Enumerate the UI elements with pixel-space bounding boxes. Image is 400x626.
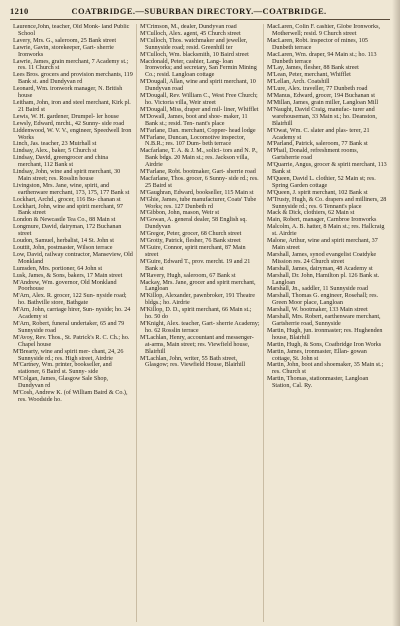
directory-entry: M'Guire, Connor, spirit merchant, 87 Main street <box>140 245 246 258</box>
directory-entry: M'Parland, Patrick, saleroom, 77 Bank st <box>267 141 368 148</box>
directory-entry: Marshall, Thomas G. engineer, Rosehall; res. Green Moor place, Langloan <box>267 293 378 307</box>
directory-entry: Linch, Jas. teacher, 23 Muirhall st <box>13 141 97 148</box>
directory-entry: Malcolm, A. B. hatter, 8 Main st.; res. Hallcraig st. Airdrie <box>267 224 385 238</box>
directory-entry: Martin, James, ironmaster, Ellan- gowan cottage, St. John st <box>267 348 367 362</box>
page-header <box>10 6 388 20</box>
directory-entry: M'Cartney, Wm. printer, bookseller, and stationer, 6 Baird st. Sunny- side <box>13 362 112 376</box>
directory-entry: Macdonald, Peter, cashier, Lang- loan Ironworks; and secretary, San Fermin Mining Co.; resid. Langloan cottage <box>140 58 257 79</box>
directory-entry: MacLaren, Wm. draper, 94 Main st.; ho. 113 Dunbeth terrace <box>267 51 377 65</box>
directory-entry: MacLaren, Colin F. cashier, Globe Ironworks, Motherwell; resid. 9 Church street <box>267 24 381 37</box>
directory-entry: M'Colgan, James, Glasgow Sale Shop, Dundyvan rd <box>13 376 109 390</box>
directory-entry: M'Dougall, Rev. William C., West Free Church; ho. Victoria villa, Weir street <box>140 93 258 106</box>
directory-entry: M'Knight, Alex. teacher, Gart- sherrie Academy; ho. 62 Rosslin terrace <box>140 320 260 334</box>
directory-entry: Lindsay, Alex., baker, 5 Church st <box>13 148 97 155</box>
directory-entry: M'Killop, D. D., spirit merchant, 66 Main st.; ho. 50 do <box>140 307 252 321</box>
directory-entry: M'Guire, Edward T., prov. mercht. 19 and 21 Bank st <box>140 258 251 272</box>
directory-entry: M'Brearty, wine and spirit mer- chant, 24, 26 Sunnyside rd.; res. High street, Airdrie <box>13 348 124 362</box>
directory-entry: Martin, Hugh, jun. ironmaster; res. Hughenden house, Blairhill <box>267 327 383 341</box>
directory-entry: M'Lachlan, John, writer, 55 Bath street, Glasgow; res. Viewfield House, Blairhill <box>140 355 246 369</box>
directory-entry: MacLaren, Robt. inspector of mines, 105 Dunbeth terrace <box>267 37 368 51</box>
page-title: COATBRIDGE.—SUBURBAN DIRECTORY.—COATBRIDGE. <box>71 6 327 16</box>
directory-column-middle <box>136 24 263 622</box>
directory-entry: Leitham, John, iron and steel merchant, Kirk pl. 21 Baird st <box>13 99 131 113</box>
directory-entry: M'Culloch, Alex. agent, 45 Church street <box>140 30 241 37</box>
directory-entry: Martin, John, boot and shoemaker, 35 Main st.; res. Church st <box>267 362 384 376</box>
directory-entry: M'Millan, James, grain miller, Langloan Mill <box>267 99 379 106</box>
directory-entry: Lawrie, Gavin, storekeeper, Gart- sherrie Ironworks <box>13 44 114 58</box>
directory-entry: Longmure, David, dairyman, 172 Buchanan street <box>13 224 122 238</box>
directory-entry: Marshall, Jn., saddler, 11 Sunnyside road <box>267 286 369 293</box>
directory-entry: M'Dowall, James, boot and shoe- maker, 11 Bank st.; resid. Ten- nant's place <box>140 113 248 127</box>
directory-entry: M'Gregor, Peter, grocer, 68 Church street <box>140 231 242 238</box>
directory-entry: Malone, Arthur, wine and spirit merchant, 37 Main street <box>267 238 378 251</box>
directory-entry: Livingston, Mrs. Jane, wine, spirit, and earthenware merchant, 173, 175, 177 Bank st <box>13 182 130 196</box>
directory-entry: Martin, Hugh, & Sons, Coatbridge Iron Works <box>267 341 382 348</box>
directory-entry: M'Killop, Alexander, pawnbroker, 191 Theatre bldgs.; ho. Airdrie <box>140 293 255 307</box>
directory-entry: Lockhart, John, wine and spirit merchant, 97 Bank street <box>13 203 123 217</box>
directory-entry: Lindsay, David, greengrocer and china merchant, 112 Bank st <box>13 155 109 169</box>
directory-entry: Loudon, Samuel, herbalist, 14 St. John st <box>13 238 114 245</box>
directory-entry: Main, Robert, manager, Carnbroe Ironworks <box>267 217 377 224</box>
directory-entry: Liddenwood, W. V. V., engineer, Speedwell Iron Works <box>13 127 132 141</box>
directory-column-right <box>263 24 390 622</box>
directory-entry: Macfarlane, T. A. & J. M., solici- tors and N. P., Bank bdgs. 20 Main st.; res. Jackson villa, Airdrie <box>140 148 258 169</box>
directory-entry: Louttit, John, postmaster, Wilson terrace <box>13 245 113 251</box>
directory-entry: M'Quarrie, Angus, grocer & spirit merchant, 113 Bank st <box>267 162 387 176</box>
directory-entry: M'Gibbon, John, mason, Weir st <box>140 210 220 217</box>
directory-entry: Lusk, James, & Sons, bakers, 17 Main street <box>13 272 123 279</box>
directory-entry: Marshall, James, dairyman, 48 Academy st <box>267 265 373 272</box>
directory-entry: M'Gowan, A. general dealer, 58 English sq. Dundyvan <box>140 217 247 231</box>
directory-entry: M'Queen, J. spirit merchant, 102 Bank st <box>267 189 368 196</box>
directory-entry: Low, David, railway contractor, Manseview, Old Monkland <box>13 251 133 265</box>
directory-entry: Mackay, Mrs. Jane, grocer and spirit merchant, Langloan <box>140 279 256 293</box>
directory-entry: Lumsden, Mrs. portioner, 64 John st <box>13 265 103 272</box>
directory-entry: M'Gaughran, Edward, bookseller, 115 Main st <box>140 189 254 196</box>
directory-columns <box>10 24 390 622</box>
directory-entry: M'Arn, Robert, funeral undertaker, 65 and 79 Sunnyside road <box>13 320 125 334</box>
directory-entry: M'Arn, John, carriage hirer, Sun- nyside; ho. 24 Academy st <box>13 307 131 321</box>
directory-entry: Martin, Thomas, stationmaster, Langloan Station, Cal. Ry. <box>267 376 369 390</box>
directory-entry: London & Newcastle Tea Co., 88 Main st <box>13 217 116 224</box>
directory-entry: M'Grotty, Patrick, flesher, 76 Bank street <box>140 238 241 245</box>
page-edge-shadow <box>392 0 400 626</box>
directory-entry: M'Manus, Edward, grocer, 194 Buchanan st <box>267 93 375 100</box>
page-number: 1210 <box>10 6 29 16</box>
directory-entry: M'Farlane, Dan. merchant, Copper- head lodge <box>140 127 256 134</box>
directory-entry: Lockhart, Archd., grocer, 116 Bu- chanan st <box>13 196 121 203</box>
directory-entry: M'Lay, James, flesher, 88 Bank street <box>267 65 359 72</box>
directory-entry: Leonard, Wm. ironwork manager, N. British house <box>13 86 123 100</box>
directory-entry: M'Farlane, Duncan, Locomotive inspector, N.B.R.; res. 107 Dum- beth terrace <box>140 134 246 148</box>
directory-entry: Lewsly, Edward, mrcht., 42 Sunny- side road <box>13 120 125 127</box>
directory-entry: Macfarlane, Thos. grocer, 6 Sunny- side rd.; res. 25 Baird st <box>140 175 259 189</box>
directory-entry: M'Andrew, Wm. governor, Old Monkland Poorhouse <box>13 279 117 293</box>
directory-entry: M'Naught, David Craig, manufac- turer and warehouseman, 33 Main st.; ho. Deanston, Blairhill <box>267 106 377 127</box>
directory-entry: M'Lean, Peter, merchant, Whifflet <box>267 72 351 79</box>
directory-entry: Mack & Dick, clothiers, 62 Main st <box>267 210 355 217</box>
header-rule <box>10 19 390 20</box>
directory-entry: Marshall, Mrs. Robert, earthenware merchant, Gartsherrie road, Sunnyside <box>267 314 381 327</box>
directory-entry: M'Lachlan, Henry, accountant and messenger-at-arms, Main street; res. Viewfield house, Blairhill <box>140 334 254 355</box>
directory-entry: M'Arn, Alex. R. grocer, 122 Sun- nyside road; ho. Bathville store, Bathgate <box>13 293 127 307</box>
directory-column-left <box>10 24 136 622</box>
directory-entry: M'Dougall, Allan, wine and spirit merchant, 10 Dundyvan road <box>140 79 256 93</box>
directory-entry: Lindsay, John, wine and spirit merchant, 30 Main street; res. Rosslin house <box>13 169 121 182</box>
directory-entry: M'Crimson, M., dealer, Dundyvan road <box>140 24 237 30</box>
directory-entry: M'Ravery, Hugh, saleroom, 67 Bank st <box>140 272 236 279</box>
directory-entry: Lawrie, James, grain merchant, 7 Academy st.; res. 11 Church st <box>13 58 129 72</box>
directory-entry: Marshall, W. bootmaker, 133 Main street <box>267 307 368 314</box>
directory-entry: Lavery, Mrs. G., saleroom, 25 Bank street <box>13 37 117 44</box>
directory-entry: M'Owat, Wm. C. slater and plas- terer, 21 Academy st <box>267 127 370 141</box>
directory-entry: M'Avoy, Rev. Thos., St. Patrick's R. C. Ch.; ho. Chapel house <box>13 334 130 348</box>
directory-entry: M'Dougall, Miss, draper and mil- liner, Whifflet <box>140 106 259 113</box>
directory-entry: Lewis, W. H. gardener, Drumpel- ler house <box>13 113 119 120</box>
directory-entry: Marshall, James, synod evangelist Coatdyke Mission res. 24 Church street <box>267 251 377 265</box>
directory-entry: Lees Bros. grocers and provision merchants, 119 Bank st. and Dundyvan rd <box>13 72 133 86</box>
directory-entry: M'Culloch, Thos. watchmaker and jeweller, Sunnyside road; resid. Greenhill ter <box>140 37 248 51</box>
directory-entry: M'Queen, David L. clothier, 52 Main st; res. Spring Garden cottage <box>267 175 376 189</box>
directory-entry: M'Trusty, Hugh, & Co. drapers and milliners, 28 Sunnyside rd.; res. 6 Tennant's place <box>267 196 387 210</box>
directory-entry: M'Lure, Alex. traveller, 77 Dunbeth road <box>267 86 368 93</box>
directory-entry: M'Culloch, Wm. blacksmith, 10 Baird street <box>140 51 249 58</box>
directory-entry: M'Lellan, Arch. Coatshill <box>267 79 330 86</box>
directory-entry: M'Farlane, Robt. bootmaker, Gart- sherrie road <box>140 169 256 176</box>
directory-entry: M'Phail, Donald, refreshment rooms, Gartsherrie road <box>267 148 359 162</box>
directory-entry: Laurence,John, teacher, Old Monk- land Public School <box>13 24 130 37</box>
directory-entry: M'Cosh, Andrew K. (of William Baird & Co.), res. Woodside ho. <box>13 390 128 403</box>
directory-entry: M'Ghie, James, tube manufacturer, Coats' Tube Works; res. 127 Dunbeth rd <box>140 196 257 210</box>
directory-entry: Marshall, Dr. John, Hamilton pl. 126 Bank st. Langloan <box>267 272 380 286</box>
